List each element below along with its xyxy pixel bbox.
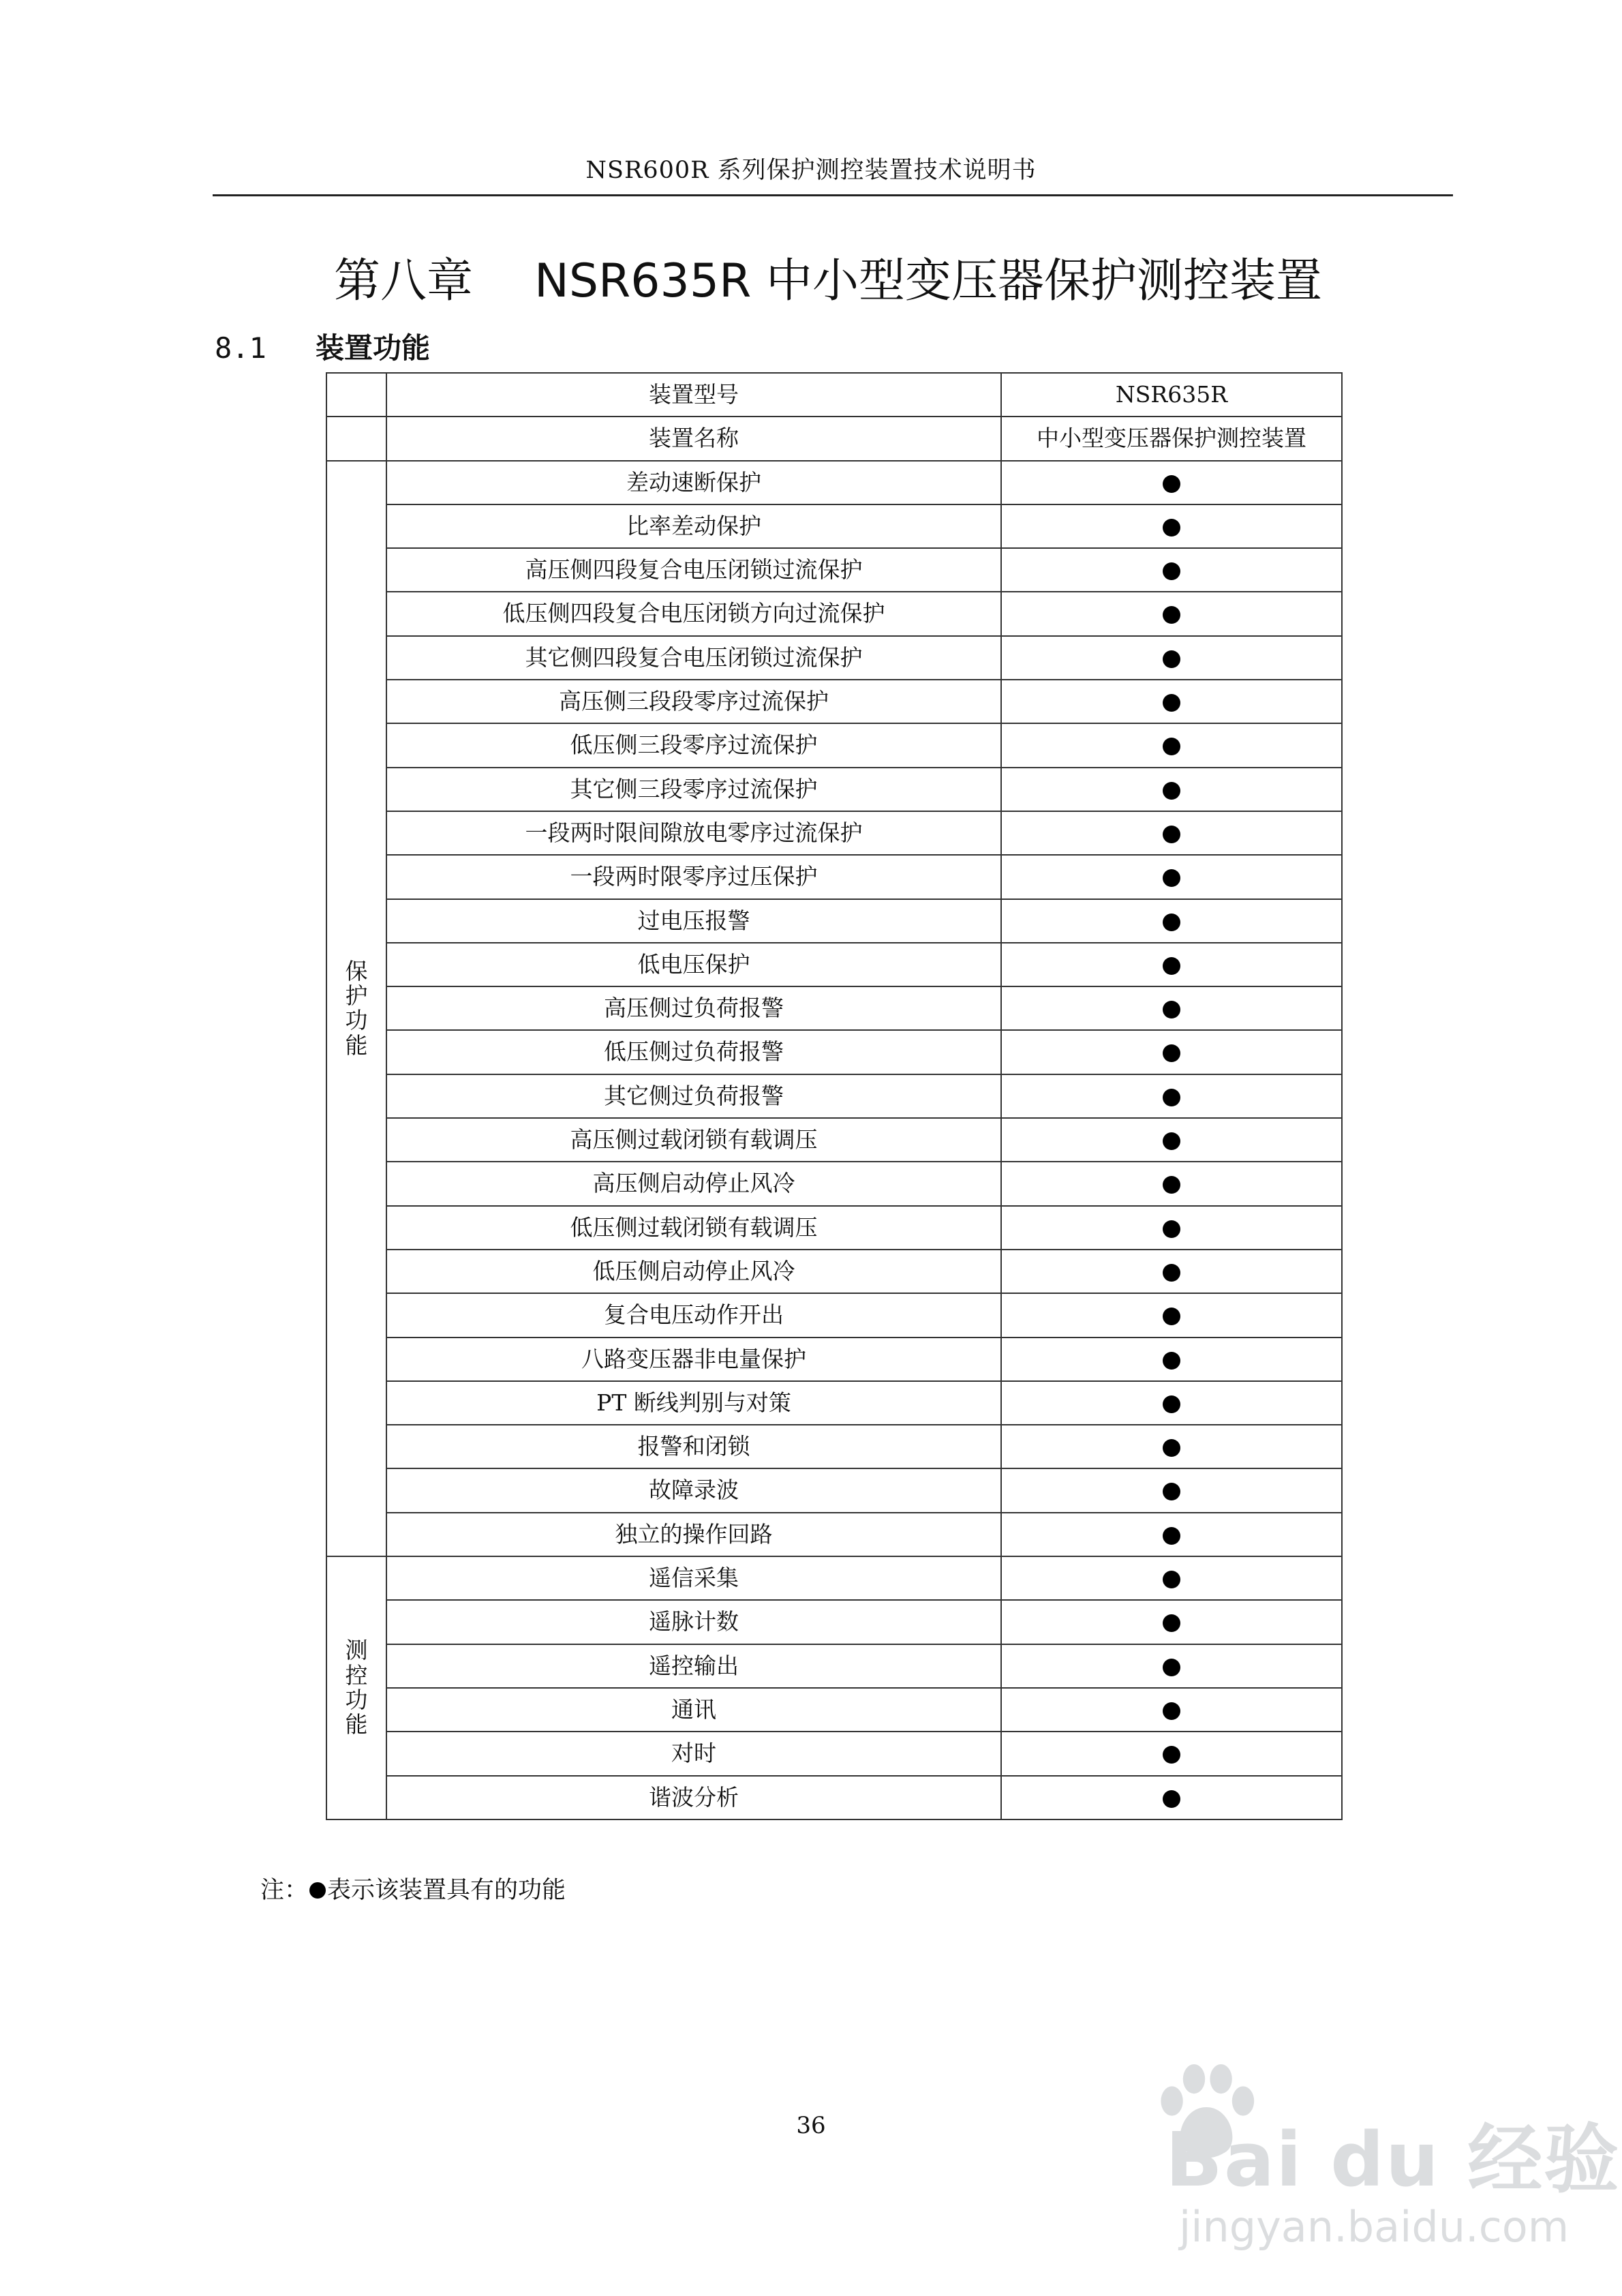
watermark-url: jingyan.baidu.com bbox=[1179, 2202, 1570, 2252]
protection-group-label bbox=[326, 461, 386, 1556]
function-name: 通讯 bbox=[386, 1688, 1001, 1732]
running-header: NSR600R 系列保护测控装置技术说明书 bbox=[585, 157, 1037, 184]
function-name: 低压侧过载闭锁有载调压 bbox=[386, 1206, 1001, 1250]
chapter-name: NSR635R 中小型变压器保护测控装置 bbox=[534, 254, 1322, 308]
group-char: 功 bbox=[345, 1007, 368, 1034]
bullet-dot-icon bbox=[1163, 1352, 1180, 1370]
support-mark bbox=[1001, 1468, 1342, 1512]
bullet-dot-icon bbox=[1163, 738, 1180, 755]
function-name: 遥控输出 bbox=[386, 1644, 1001, 1688]
bullet-dot-icon bbox=[1163, 782, 1180, 800]
support-mark bbox=[1001, 548, 1342, 592]
support-mark bbox=[1001, 1338, 1342, 1381]
support-mark bbox=[1001, 1030, 1342, 1074]
function-name: 高压侧启动停止风冷 bbox=[386, 1162, 1001, 1205]
table-row bbox=[326, 1118, 1342, 1162]
function-name: 高压侧三段段零序过流保护 bbox=[386, 680, 1001, 723]
support-mark bbox=[1001, 1206, 1342, 1250]
note-text: 表示该装置具有的功能 bbox=[327, 1877, 566, 1904]
chapter-title bbox=[334, 244, 1424, 308]
chapter-number: 第八章 bbox=[334, 254, 474, 308]
bullet-dot-icon bbox=[1163, 1395, 1180, 1413]
page-number: 36 bbox=[796, 2112, 826, 2139]
group-char: 测 bbox=[345, 1637, 368, 1664]
function-name: PT 断线判别与对策 bbox=[386, 1381, 1001, 1425]
table-row bbox=[326, 1688, 1342, 1732]
blank-cell bbox=[326, 373, 386, 417]
bullet-dot-icon bbox=[309, 1882, 326, 1899]
table-row bbox=[326, 1776, 1342, 1819]
group-char: 能 bbox=[345, 1031, 368, 1059]
table-row bbox=[326, 811, 1342, 855]
table-row bbox=[326, 592, 1342, 635]
bullet-dot-icon bbox=[1163, 1001, 1180, 1018]
function-name: 低电压保护 bbox=[386, 943, 1001, 986]
measurement-group-label bbox=[326, 1556, 386, 1819]
table-row bbox=[326, 636, 1342, 680]
support-mark bbox=[1001, 855, 1342, 898]
footnote bbox=[260, 1871, 566, 1905]
bullet-dot-icon bbox=[1163, 1527, 1180, 1545]
bullet-dot-icon bbox=[1163, 957, 1180, 975]
group-char: 护 bbox=[345, 982, 368, 1009]
support-mark bbox=[1001, 1118, 1342, 1162]
function-name: 遥信采集 bbox=[386, 1556, 1001, 1600]
bullet-dot-icon bbox=[1163, 1089, 1180, 1106]
table-row bbox=[326, 1468, 1342, 1512]
support-mark bbox=[1001, 1776, 1342, 1819]
bullet-dot-icon bbox=[1163, 1790, 1180, 1808]
section-number: 8.1 bbox=[215, 331, 266, 365]
bullet-dot-icon bbox=[1163, 869, 1180, 887]
bullet-dot-icon bbox=[1163, 826, 1180, 843]
function-name: 对时 bbox=[386, 1732, 1001, 1775]
table-row bbox=[326, 1162, 1342, 1205]
function-name: 八路变压器非电量保护 bbox=[386, 1338, 1001, 1381]
support-mark bbox=[1001, 1556, 1342, 1600]
function-name: 一段两时限间隙放电零序过流保护 bbox=[386, 811, 1001, 855]
bullet-dot-icon bbox=[1163, 1659, 1180, 1676]
function-name: 低压侧过负荷报警 bbox=[386, 1030, 1001, 1074]
table-row bbox=[326, 1556, 1342, 1600]
bullet-dot-icon bbox=[1163, 694, 1180, 712]
support-mark bbox=[1001, 504, 1342, 548]
table-row bbox=[326, 1250, 1342, 1293]
group-char: 控 bbox=[345, 1661, 368, 1689]
model-label: 装置型号 bbox=[386, 373, 1001, 417]
support-mark bbox=[1001, 943, 1342, 986]
function-name: 谐波分析 bbox=[386, 1776, 1001, 1819]
table-row bbox=[326, 680, 1342, 723]
function-name: 高压侧四段复合电压闭锁过流保护 bbox=[386, 548, 1001, 592]
bullet-dot-icon bbox=[1163, 1702, 1180, 1720]
function-name: 低压侧四段复合电压闭锁方向过流保护 bbox=[386, 592, 1001, 635]
bullet-dot-icon bbox=[1163, 606, 1180, 624]
bullet-dot-icon bbox=[1163, 913, 1180, 931]
blank-cell bbox=[326, 417, 386, 460]
section-title: 装置功能 bbox=[316, 331, 431, 365]
bullet-dot-icon bbox=[1163, 1439, 1180, 1457]
function-name: 其它侧过负荷报警 bbox=[386, 1074, 1001, 1118]
bullet-dot-icon bbox=[1163, 519, 1180, 537]
section-heading bbox=[215, 326, 760, 367]
table-row bbox=[326, 548, 1342, 592]
bullet-dot-icon bbox=[1163, 1220, 1180, 1238]
function-name: 高压侧过载闭锁有载调压 bbox=[386, 1118, 1001, 1162]
baidu-watermark bbox=[1118, 2052, 1621, 2256]
function-name: 复合电压动作开出 bbox=[386, 1293, 1001, 1337]
table-row bbox=[326, 461, 1342, 504]
bullet-dot-icon bbox=[1163, 1483, 1180, 1500]
table-row bbox=[326, 1381, 1342, 1425]
table-row bbox=[326, 1293, 1342, 1337]
table-row-name bbox=[326, 417, 1342, 460]
support-mark bbox=[1001, 811, 1342, 855]
table-row bbox=[326, 1030, 1342, 1074]
bullet-dot-icon bbox=[1163, 650, 1180, 668]
table-row bbox=[326, 855, 1342, 898]
table-row bbox=[326, 1732, 1342, 1775]
bullet-dot-icon bbox=[1163, 1571, 1180, 1588]
support-mark bbox=[1001, 1293, 1342, 1337]
bullet-dot-icon bbox=[1163, 1308, 1180, 1325]
note-prefix: 注： bbox=[260, 1877, 309, 1904]
support-mark bbox=[1001, 592, 1342, 635]
name-value: 中小型变压器保护测控装置 bbox=[1001, 417, 1342, 460]
bullet-dot-icon bbox=[1163, 1614, 1180, 1632]
table-row bbox=[326, 1513, 1342, 1556]
support-mark bbox=[1001, 1162, 1342, 1205]
table-row bbox=[326, 768, 1342, 811]
function-name: 低压侧启动停止风冷 bbox=[386, 1250, 1001, 1293]
support-mark bbox=[1001, 1600, 1342, 1644]
group-char: 功 bbox=[345, 1686, 368, 1713]
function-table bbox=[326, 372, 1343, 1820]
table-row-model bbox=[326, 373, 1342, 417]
table-row bbox=[326, 986, 1342, 1030]
support-mark bbox=[1001, 986, 1342, 1030]
support-mark bbox=[1001, 1381, 1342, 1425]
bullet-dot-icon bbox=[1163, 1044, 1180, 1062]
model-value: NSR635R bbox=[1001, 373, 1342, 417]
table-row bbox=[326, 1338, 1342, 1381]
function-name: 报警和闭锁 bbox=[386, 1425, 1001, 1468]
function-name: 比率差动保护 bbox=[386, 504, 1001, 548]
function-name: 高压侧过负荷报警 bbox=[386, 986, 1001, 1030]
group-char: 保 bbox=[345, 957, 368, 984]
support-mark bbox=[1001, 1644, 1342, 1688]
support-mark bbox=[1001, 461, 1342, 504]
bullet-dot-icon bbox=[1163, 562, 1180, 580]
support-mark bbox=[1001, 723, 1342, 767]
watermark-brand: Bai du 经验 bbox=[1165, 2116, 1621, 2203]
support-mark bbox=[1001, 899, 1342, 943]
support-mark bbox=[1001, 680, 1342, 723]
table-row bbox=[326, 899, 1342, 943]
table-row bbox=[326, 723, 1342, 767]
function-name: 故障录波 bbox=[386, 1468, 1001, 1512]
support-mark bbox=[1001, 1732, 1342, 1775]
support-mark bbox=[1001, 1074, 1342, 1118]
table-row bbox=[326, 943, 1342, 986]
table-row bbox=[326, 1206, 1342, 1250]
function-name: 过电压报警 bbox=[386, 899, 1001, 943]
table-row bbox=[326, 504, 1342, 548]
table-row bbox=[326, 1074, 1342, 1118]
bullet-dot-icon bbox=[1163, 1264, 1180, 1282]
bullet-dot-icon bbox=[1163, 1176, 1180, 1194]
support-mark bbox=[1001, 1513, 1342, 1556]
support-mark bbox=[1001, 1425, 1342, 1468]
table-row bbox=[326, 1644, 1342, 1688]
group-char: 能 bbox=[345, 1711, 368, 1738]
name-label: 装置名称 bbox=[386, 417, 1001, 460]
table-row bbox=[326, 1425, 1342, 1468]
bullet-dot-icon bbox=[1163, 1746, 1180, 1764]
bullet-dot-icon bbox=[1163, 475, 1180, 493]
bullet-dot-icon bbox=[1163, 1132, 1180, 1150]
function-name: 其它侧三段零序过流保护 bbox=[386, 768, 1001, 811]
function-name: 遥脉计数 bbox=[386, 1600, 1001, 1644]
function-name: 差动速断保护 bbox=[386, 461, 1001, 504]
table-row bbox=[326, 1600, 1342, 1644]
support-mark bbox=[1001, 636, 1342, 680]
function-name: 一段两时限零序过压保护 bbox=[386, 855, 1001, 898]
function-name: 独立的操作回路 bbox=[386, 1513, 1001, 1556]
header-rule bbox=[213, 194, 1453, 196]
support-mark bbox=[1001, 1250, 1342, 1293]
function-name: 其它侧四段复合电压闭锁过流保护 bbox=[386, 636, 1001, 680]
support-mark bbox=[1001, 768, 1342, 811]
support-mark bbox=[1001, 1688, 1342, 1732]
function-name: 低压侧三段零序过流保护 bbox=[386, 723, 1001, 767]
